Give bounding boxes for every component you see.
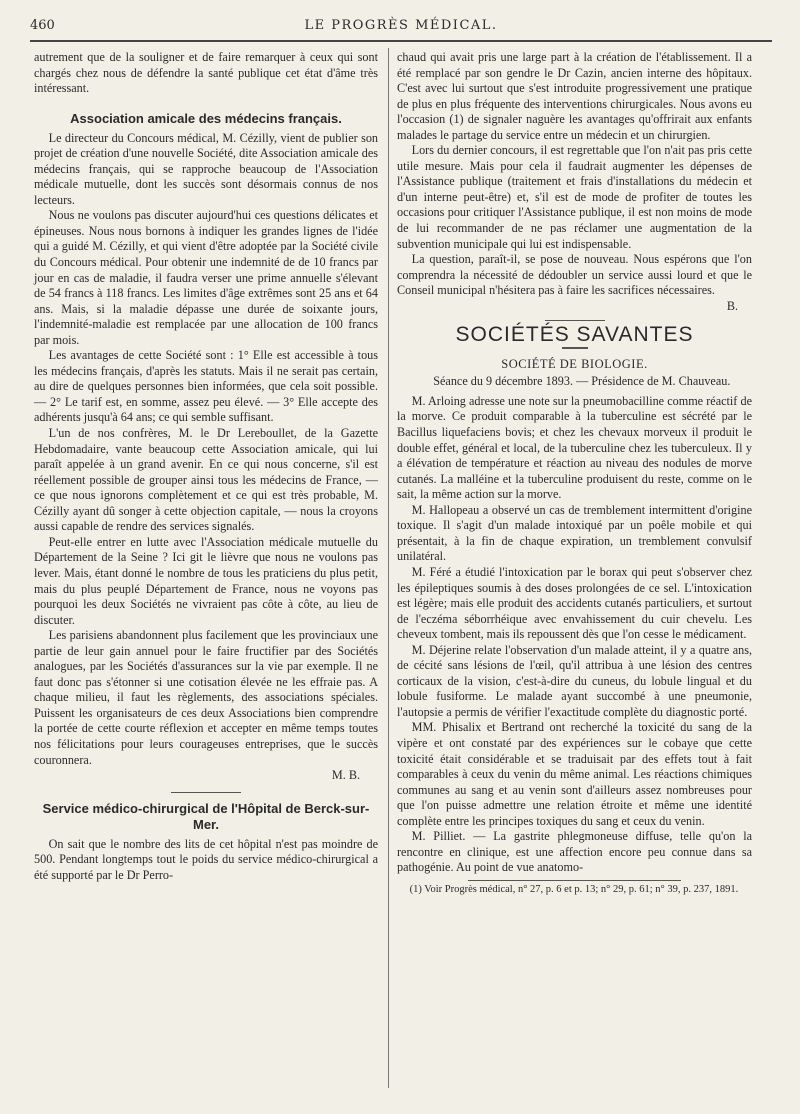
paragraph: M. Hallopeau a observé un cas de tremblement intermittent d'origine toxique. Il s'agit d'un malade intoxiqué par un poêle mobile et qui présentait, à la fin de chaque expiration, un tremblement convulsif unilatéral. xyxy=(397,502,752,564)
article-heading: Service médico-chirurgical de l'Hôpital de Berck-sur-Mer. xyxy=(42,800,370,832)
session-line: Séance du 9 décembre 1893. — Présidence de M. Chauveau. xyxy=(433,374,731,389)
running-title: LE PROGRÈS MÉDICAL. xyxy=(304,18,498,33)
paragraph: M. Arloing adresse une note sur la pneumobacilline comme réactif de la morve. Ce produit comparable à la tuberculine est sécrété par le Bacillus liquefaciens bovis; et chez les chevaux morveux il produit le double effet, général et local, de la tuberculine chez les tuberculeux. Il y a élévation de température et réaction au niveau des nodules de morve cutanés. La malléine et la tuberculine produisent du reste, comme on le sait, la même action sur la morve. xyxy=(397,393,752,502)
right-column xyxy=(397,50,752,896)
paragraph: Peut-elle entrer en lutte avec l'Association médicale mutuelle du Département de la Seine ? Ici git le lièvre que nous ne voulons pas lever. Mais, étant donné le nombre de tous les praticiens du plus petit, mais du plus peuplé Département de France, nous ne voyons pas pourquoi les deux Sociétés ne vivraient pas côte à côte, au lieu de discuter. xyxy=(34,534,378,627)
header-rule xyxy=(30,40,772,42)
signature: M. B. xyxy=(331,768,360,783)
article-heading: Association amicale des médecins français. xyxy=(70,110,342,126)
paragraph: L'un de nos confrères, M. le Dr Lereboullet, de la Gazette Hebdomadaire, vante beaucoup cette Association amicale, qui lui paraît appelée à un grand avenir. En ce qui nous concerne, s'il est réellement possible de grouper ainsi tous les médecins de France, — ce que nous ignorons complètement et ce qui est très probable, M. Cézilly ayant dû songer à cette objection capitale, — nous la croyons aussi capable de rendre des services signalés. xyxy=(34,426,378,534)
society-heading: SOCIÉTÉ DE BIOLOGIE. xyxy=(501,356,648,371)
paragraph: M. Pilliet. — La gastrite phlegmoneuse diffuse, telle qu'on la rencontre en clinique, est une affection encore peu connue dans sa pathogénie. Au point de vue anatomo- xyxy=(397,829,752,875)
paragraph: Les parisiens abandonnent plus facilement que les provinciaux une partie de leur gain annuel pour le faire fructifier par des Sociétés analogues, par les Sociétés d'assurances sur la vie par exemple. Il ne faut donc pas s'étonner si une cotisation élevée ne les effraie pas. A chaque milieu, il faut les règlements, des associations spéciales. Puissent les organisateurs de ces deux Associations bien comprendre la portée de cette courte réflexion et accepter en même temps toutes nos félicitations pour leurs courageuses entreprises, que le succès couronnera. xyxy=(34,628,378,767)
section-heading: SOCIÉTÉS SAVANTES xyxy=(455,323,694,347)
paragraph: Nous ne voulons pas discuter aujourd'hui ces questions délicates et épineuses. Nous nous bornons à indiquer les grandes lignes de l'idée qui a guidé M. Cézilly, et qui vient d'être adoptée par la Société civile du Concours médical. Pour obtenir une indemnité de de 10 francs par jour en cas de maladie, il faudra verser une prime annuelle s'élevant de 54 francs à 118 francs. Les limites d'âge extrêmes sont 25 ans et 64 ans. Mais, si la maladie dépasse une durée de soixante jours, l'indemnité-maladie est remplacée par une allocation de 100 francs par mois. xyxy=(34,208,378,347)
column-divider xyxy=(388,48,389,1088)
paragraph: La question, paraît-il, se pose de nouveau. Nous espérons que l'on comprendra la nécessité de dédoubler un service aussi lourd et que le Conseil municipal n'hésitera pas à faire les sacrifices nécessaires. xyxy=(397,252,752,298)
paragraph: M. Féré a étudié l'intoxication par le borax qui peut s'observer chez les épileptiques soumis à des doses prolongées de ce sel. L'intoxication est légère; mais elle produit des accidents cutanés particuliers, et surtout de l'eczéma séborrhéique avec envahissement du cuir chevelu. Les cheveux tombent, mais ils repoussent dès que l'on cesse le médicament. xyxy=(397,564,752,642)
paragraph: Les avantages de cette Société sont : 1° Elle est accessible à tous les médecins français, d'après les statuts. Mais il ne serait pas certain, au dire de quelques personnes bien informées, que cela soit possible. — 2° Le tarif est, en somme, assez peu élevé. — 3° Elle accepte des adhérents jusqu'à 64 ans; ce qui semble suffisant. xyxy=(34,348,378,425)
paragraph: Lors du dernier concours, il est regrettable que l'on n'ait pas pris cette utile mesure. Mais pour cela il faudrait augmenter les dépenses de l'Assistance publique (traitement et frais d'installations du médecin et d'un interne peut-être) et, s'il est de mode de profiter de toutes les occasions pour critiquer l'Assistance publique, il est non moins de mode de lui recommander de ne pas réclamer une augmentation de la subvention municipale qui lui est indispensable. xyxy=(397,143,752,251)
paragraph: chaud qui avait pris une large part à la création de l'établissement. Il a été remplacé par son gendre le Dr Cazin, ancien interne des hôpitaux. C'est avec lui surtout que s'est introduite progressivement une pratique de plus en plus fréquente des interventions chirurgicales. Nous avons eu l'occasion (1) de signaler naguère les avantages qu'offrirait aux enfants malades le partage du service entre un médecin et un chirurgien. xyxy=(397,50,752,142)
page-header xyxy=(30,18,772,40)
paragraph: On sait que le nombre des lits de cet hôpital n'est pas moindre de 500. Pendant longtemps tout le poids du service médico-chirurgical a été supporté par le Dr Perro- xyxy=(34,836,378,882)
footnote: (1) Voir Progrès médical, n° 27, p. 6 et p. 13; n° 29, p. 61; n° 39, p. 237, 1891. xyxy=(409,883,739,895)
left-column xyxy=(34,50,378,883)
paragraph: M. Déjerine relate l'observation d'un malade atteint, il y a quatre ans, de cécité sans lésions de l'œil, qu'il attribua à une lésion des centres corticaux de la vision, c'est-à-dire du cuneus, du lobule lingual et du lobule fusiforme. Le malade ayant succombé à une pneumonie, l'autopsie a permis de vérifier l'exactitude complète du diagnostic porté. xyxy=(397,642,752,719)
paragraph: Le directeur du Concours médical, M. Cézilly, vient de publier son projet de création d'une nouvelle Société, dite Association amicale des médecins français, qui se rapproche beaucoup de l'Association médicale mutuelle, dont les succès sont désormais connus de nos lecteurs. xyxy=(34,130,378,207)
page-number: 460 xyxy=(30,18,55,33)
paragraph: MM. Phisalix et Bertrand ont recherché la toxicité du sang de la vipère et ont constaté par des expériences sur le cobaye que cette toxicité était considérable et se traduisait par des effets tout à fait comparables à ceux du venin du même animal. Les réactions chimiques communes au sang et au venin sont d'ailleurs assez nombreuses pour que l'on puisse admettre une relation étroite et même une identité complète entre les principes toxiques du sang et ceux du venin. xyxy=(397,720,752,828)
paragraph: autrement que de la souligner et de faire remarquer à ceux qui sont chargés chez nous de défendre la santé publique cet état d'âme très intéressant. xyxy=(34,50,378,96)
signature: B. xyxy=(726,298,738,313)
